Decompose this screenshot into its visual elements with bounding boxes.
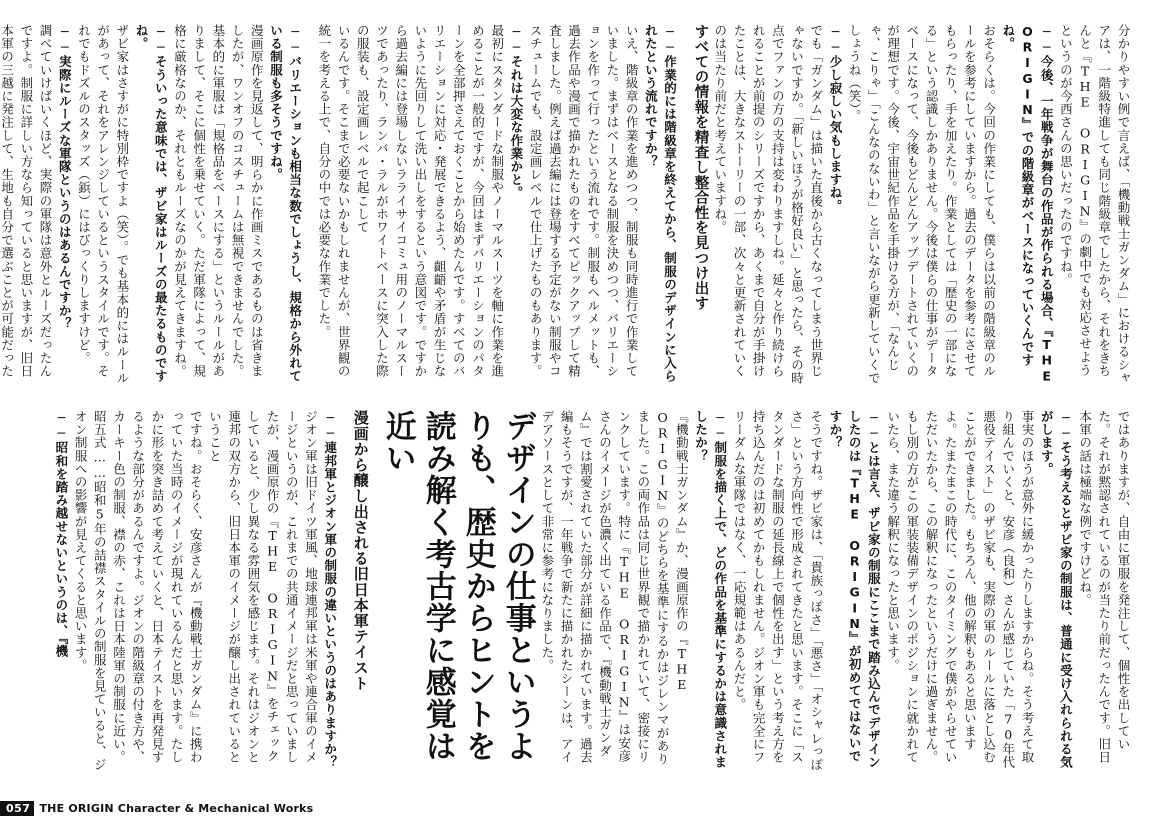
body-paragraph: 漫画原作を見返して、明らかに作画ミスであるものは省きましたが、ワンオフのコスチュームは無視できませんでした。基本的に軍服は「規格品をベースにする」というルールがありまして、そこに個性を乗せていく。ただ軍隊によって、規格に厳格なのか、それともルーズなのかが見えてきますね。 xyxy=(172,24,265,378)
interview-question: ──作業的には階級章を終えてから、制服のデザインに入られたという流れですか？ xyxy=(643,24,678,383)
pull-quote-heading: デザインの仕事というよりも、歴史からヒントを読み解く考古学に感覚は近い xyxy=(379,410,536,762)
upper-column-block-1 xyxy=(0,24,1133,387)
interview-question: ──バリエーションも相当な数でしょうし、規格から外れている制服も多そうですね。 xyxy=(268,24,303,383)
body-paragraph: そうですね。ザビ家は、「貴族っぽさ」「悪さ」「オシャレっぽさ」という方向性で形成されてきたと思います。そこに「スタンダードな制服の延長線上で個性を出す」という考え方を持ち込んだのは初めてかもしれません。ジオン軍も完全にフリーダムな軍隊ではなく、一応規範はあるんだと。 xyxy=(731,410,824,772)
body-paragraph: ではありますが、自由に軍服を発注して、個性を出していた。それが黙認されているのが当たり前だったんです。旧日本軍の話は極端な例ですけどね。 xyxy=(1077,410,1131,764)
interview-question: ──昭和を踏み越せないというのは、『機 xyxy=(53,410,69,658)
interview-question: ──とは言え、ザビ家の制服にここまで踏み込んでデザインしたのは『THE ORIGIN』が初めてではないですか？ xyxy=(827,410,882,769)
body-paragraph: でも「ガンダム」は描いた直後から古くなってしまう世界じゃないですか。「新しいほうが格好良い」と思ったら、その時点でファンの方の支持は変わりますしね。延々と作り続けられることが前提のシリーズですから、あくまで自分が手掛けたことは、大きなストーリーの一部、次々と更新されていくのは当たり前だと考えていますね。 xyxy=(712,24,824,385)
body-paragraph: 『機動戦士ガンダム』か、漫画原作の『THE ORIGIN』のどちらを基準にするかはジレンマがありました。この両作品は同じ世界観で描かれていて、密接にリンクしています。特に『THE ORIGIN』は安彦さんのイメージが色濃く出ている作品で、『機動戦士ガンダム』では割愛されていた部分が詳細に描かれています。過去編もそうですが、一年戦争で新たに描かれたシーンは、アイデアソースとして非常に参考になりました。 xyxy=(539,410,690,766)
interview-question: ──そう考えるとザビ家の制服は、普通に受け入れられる気がします。 xyxy=(1039,410,1074,769)
body-paragraph: おそらくは。今回の作業にしても、僕らは以前の階級章のルールを参考にしていますから。過去のデータを参考にさせてもらったり、手を加えたり。作業としては「歴史の一部になる」という認識しかありません。今後は僕らの仕事がデータベースになって、今後もどんどんアップデートされていくのが理想です。今後、宇宙世紀作品を手掛ける方が、「なんじゃ、こりゃ」「こんなのないわ」と言いながら更新していくでしょうね（笑）。 xyxy=(847,24,997,385)
body-paragraph: いるんです。そこまで必要ないかもしれませんが、世界観の統一を考える上で、自分の中では必要な作業でした。 xyxy=(316,24,352,378)
body-paragraph: ジオン軍は旧ドイツ軍風、地球連邦軍は米軍や連合軍のイメージというのが、これまでの共通イメージだと思っていましたが、漫画原作の『THE ORIGIN』をチェックしていると、少し異なる雰囲気を感じます。それはジオンと連邦の双方から、旧日本軍のイメージが醸し出されているということ xyxy=(207,410,319,764)
interview-question: ──それは大変な作業かと。 xyxy=(508,24,524,200)
body-paragraph: ですね。おそらく、安彦さんが『機動戦士ガンダム』に携わっていた当時のイメージが現れているんだと思います。たしかに形を突き詰めて考えていくと、日本テイストを再発見するような部分があるんですよ。ジオンの階級章の付き方や、カーキー色の制服、襟の赤、これは日本陸軍の制服に近い。昭五式……昭和5年の詰襟スタイルの制服を見ていると、ジオン制服への影響が見えてくると思います。 xyxy=(73,410,204,772)
lower-text-band xyxy=(18,410,1133,773)
interview-question: ──そういった意味では、ザビ家はルーズの最たるものですね。 xyxy=(134,24,169,383)
interview-question: ──制服を描く上で、どの作品を基準にするかは意識されましたか？ xyxy=(693,410,728,769)
interview-question: ──今後、一年戦争が舞台の作品が作られる場合、『THE ORIGIN』での階級章がベースになっていくんですね。 xyxy=(1000,24,1055,384)
body-paragraph: ザビ家はさすがに特別枠ですよ（笑）。でも基本的にはルールがあって、それをアレンジしているというスタイルです。それでもドズルのスタッズ（鋲）にはびっくりしますけど。 xyxy=(76,24,130,385)
interview-question: ──実際にルーズな軍隊というのはあるんですか？ xyxy=(57,24,73,331)
body-paragraph: 事実のほうが意外に緩かったりしますからね。そう考えて取り組んでいくと、安彦（良和）さんが感じていた「70年代悪役テイスト」のザビ家も、実際の軍のルールに落とし込むことができました。もちろん、他の解釈もあると思いますよ。たまたまこの時代に、このタイミングで僕がやらせていただいたから、この解釈になったというだけに過ぎません。もし別の方がこの軍装装備デザインのポジションに就かれていたら、また違う解釈になったと思います。 xyxy=(885,410,1035,769)
body-paragraph: いえ、階級章の作業を進めつつ、制服も同時進行で作業していました。まずはベースとなる制服を決めつつ、バリエーションを作って行ったという流れです。制服もヘルメットも、過去作品や漫画で描かれたものをすべてピックアップして精査しました。例えば過去編には登場する予定がない制服やコスチュームでも、設定画レベルで仕上げたものもあります。 xyxy=(528,24,640,378)
page-footer xyxy=(0,799,313,817)
body-paragraph: 調べていけばいくほど、実際の軍隊は意外とルーズだったんですよ。制服に詳しい方なら知っていると思いますが、旧日本軍の三越に発注して、生地も自分で選ぶことが可能だった xyxy=(0,24,54,378)
book-title: THE ORIGIN Character & Mechanical Works xyxy=(39,801,314,815)
interview-question: ──連邦軍とジオン軍の制服の違いというのはありますか？ xyxy=(322,410,338,769)
body-paragraph: 最初にスタンダードな制服やノーマルスーツを軸に作業を進めることが一般的ですが、今回はまずバリエーションのパターンを全部押さえておくことから始めたんです。すべてのバリエーションに対応・発展できるよう、齟齬や矛盾が生じないように先回りして洗い出しをするという意図です。ですから過去編には登場しないラライサイコミュ用のノーマルスーツであったり、ランバ・ラルがホワイトベースに突入した際の服装も、設定画レベルで起こして xyxy=(355,24,505,378)
body-paragraph: 分かりやすい例で言えば、「機動戦士ガンダム」におけるシャアは、一階級特進しても同じ階級章でしたから、それをきちんと『THE ORIGIN』の劇中でも対応させようというのが今西さんの思いだったのですね。 xyxy=(1058,24,1131,385)
interview-question: ──少し寂しい気もしますね。 xyxy=(827,24,843,213)
upper-text-band xyxy=(0,24,1133,387)
section-subheading: すべての情報を精査し整合性を見つけ出す xyxy=(692,24,709,311)
section-subheading: 漫画から醸し出される旧日本軍テイスト xyxy=(351,410,370,691)
page-number: 057 xyxy=(0,801,34,816)
